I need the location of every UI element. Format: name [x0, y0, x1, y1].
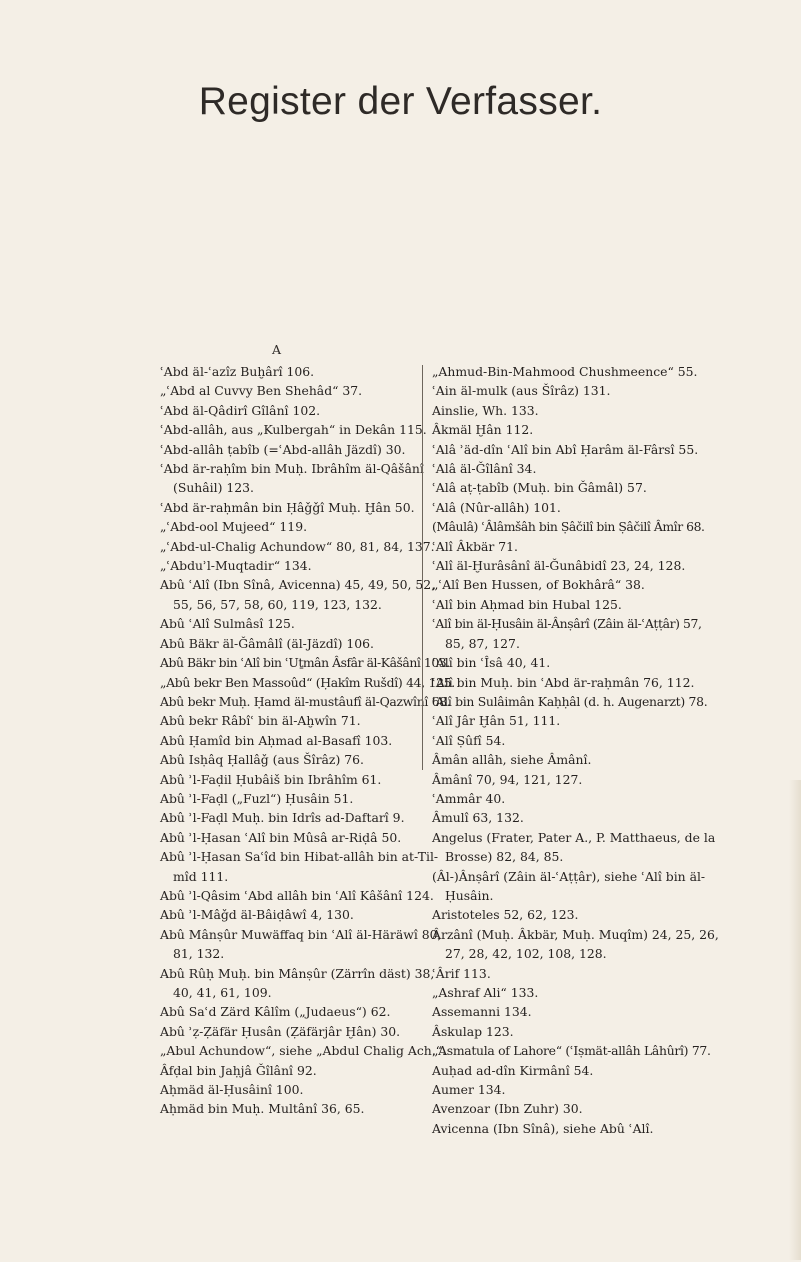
index-entry: Abû bekr Râbîʿ bin äl-Aḫwîn 71.: [160, 713, 361, 729]
index-entry: Abû ʾl-Faḍl („Fuzl“) Ḥusâin 51.: [160, 790, 354, 806]
section-letter: A: [272, 342, 282, 357]
index-entry: ʿAbd äl-ʿazîz Buḫârî 106.: [160, 364, 315, 379]
index-entry-continuation: Ḥusâin.: [445, 887, 494, 903]
index-entry: ʿAlâ ʾäd-dîn ʿAlî bin Abî Ḥarâm äl-Fârsî 55.: [432, 441, 699, 457]
index-entry: „Abul Achundow“, siehe „Abdul Chalig Ach.“.: [160, 1043, 446, 1059]
index-entry: „Ahmud-Bin-Mahmood Chushmeence“ 55.: [432, 364, 698, 379]
index-entry: Avenzoar (Ibn Zuhr) 30.: [432, 1101, 583, 1117]
index-entry: ʿAlî Jâr Ḫân 51, 111.: [432, 713, 561, 729]
index-entry: Auḥad ad-dîn Kirmânî 54.: [432, 1062, 594, 1078]
index-entry-continuation: Brosse) 82, 84, 85.: [445, 849, 564, 865]
index-entry: Ainslie, Wh. 133.: [432, 402, 539, 418]
index-entry: Abû Bäkr äl-Ǧâmâlî (äl-Jäzdî) 106.: [160, 635, 374, 651]
index-entry: ʿAlî bin Muḥ. bin ʿAbd är-raḥmân 76, 112.: [432, 674, 695, 690]
index-entry: ʿAlî bin Sulâimân Kaḥḥâl (d. h. Augenarzt) 78.: [432, 693, 708, 709]
index-entry: ʿAbd-allâh, aus „Kulbergah“ in Dekân 115.: [160, 422, 427, 438]
index-entry: Abû ʾl-Faḍl Muḥ. bin Idrîs ad-Daftarî 9.: [160, 810, 405, 826]
page-title: Register der Verfasser.: [198, 80, 603, 123]
index-entry-continuation: 55, 56, 57, 58, 60, 119, 123, 132.: [173, 596, 382, 612]
index-entry: Assemanni 134.: [432, 1004, 532, 1020]
index-entry: ʿAin äl-mulk (aus Šîrâz) 131.: [432, 383, 611, 399]
index-entry: ʿAlî bin ʿÎsâ 40, 41.: [432, 655, 551, 671]
page-edge-shading: [789, 780, 801, 1260]
index-entry: Ârzânî (Muḥ. Âkbär, Muḥ. Muqîm) 24, 25, 26,: [432, 926, 719, 942]
index-entry: Abû Bäkr bin ʿAlî bin ʿUṯmân Âsfâr äl-Kâšânî 103.: [160, 655, 450, 671]
index-entry: Abû Ḥamîd bin Aḥmad al-Basafî 103.: [160, 732, 393, 748]
index-entry: Âfḍal bin Jaḥjâ Ǧîlânî 92.: [160, 1062, 317, 1078]
index-entry: ʿAlî Âkbär 71.: [432, 538, 518, 554]
index-entry: Abû ʾl-Ḥasan Saʿîd bin Hibat-allâh bin at-Til-: [160, 849, 439, 865]
index-entry: ʿAlî äl-Ḫurâsânî äl-Ǧunâbidî 23, 24, 128.: [432, 558, 686, 574]
index-entry: Abû ʿAlî Sulmâsî 125.: [160, 616, 295, 632]
column-divider: [422, 365, 423, 770]
index-entry: ʿAlâ äl-Ǧîlânî 34.: [432, 461, 537, 477]
index-entry: Aristoteles 52, 62, 123.: [432, 907, 579, 923]
index-entry-continuation: (Suhâil) 123.: [173, 480, 254, 496]
index-entry: Âmânî 70, 94, 121, 127.: [432, 771, 583, 787]
index-entry: Âskulap 123.: [432, 1023, 514, 1039]
index-entry: (Âl-)Ânṣârî (Zâin äl-ʿAṭṭâr), siehe ʿAlî bin äl-: [432, 868, 706, 884]
index-entry: „ʿAlî Ben Hussen, of Bokhârâ“ 38.: [432, 577, 645, 593]
index-entry: Angelus (Frater, Pater A., P. Matthaeus, de la: [432, 829, 716, 845]
index-entry: ʿÂrif 113.: [432, 965, 491, 981]
index-entry-continuation: 27, 28, 42, 102, 108, 128.: [445, 946, 607, 962]
index-entry: ʿAlî Ṣûfî 54.: [432, 732, 506, 748]
index-entry: Aḥmäd äl-Ḥusâinî 100.: [160, 1082, 304, 1098]
index-entry: ʿAbd äl-Qâdirî Gîlânî 102.: [160, 402, 321, 418]
index-entry: „ʿAbd-ool Mujeed“ 119.: [160, 519, 308, 535]
left-column: [160, 362, 455, 1119]
index-entry-continuation: 85, 87, 127.: [445, 635, 520, 651]
index-entry-continuation: 81, 132.: [173, 946, 225, 962]
index-entry: (Mâulâ) ʿÂlâmšâh bin Ṣâčilî bin Ṣâčilî Âmîr 68.: [432, 519, 705, 535]
index-entry: Abû ʾl-Qâsim ʿAbd allâh bin ʿAlî Kâšânî 124.: [160, 887, 434, 903]
index-entry: Abû ʾl-Mâǧd äl-Bâiḍâwî 4, 130.: [160, 907, 354, 923]
index-entry: Abû ʾẓ-Ẓäfär Ḥusân (Ẓäfärjâr Ḫân) 30.: [160, 1023, 401, 1039]
index-entry: ʿAlâ aṭ-ṭabîb (Muḥ. bin Ǧâmâl) 57.: [432, 480, 647, 496]
index-entry-continuation: 40, 41, 61, 109.: [173, 985, 272, 1000]
index-entry: Âmân allâh, siehe Âmânî.: [432, 752, 592, 768]
index-entry: „Abû bekr Ben Massoûd“ (Ḥakîm Rušdî) 44, 125.: [160, 674, 455, 690]
index-entry: Abû ʾl-Ḥasan ʿAlî bin Mûsâ ar-Riḍâ 50.: [160, 829, 402, 845]
index-entry: Abû bekr Muḥ. Ḥamd äl-mustâufî äl-Qazwînî 68.: [160, 693, 451, 709]
index-entry: Abû Mânṣûr Muwäffaq bin ʿAlî äl-Häräwî 80,: [160, 926, 442, 942]
index-entry-continuation: mîd 111.: [173, 868, 229, 884]
index-entry: ʿAlî bin äl-Ḥusâin äl-Ânṣârî (Zâin äl-ʿAṭṭâr) 57,: [432, 616, 702, 632]
index-entry: Âkmäl Ḫân 112.: [432, 422, 534, 438]
index-entry: ʿAbd är-raḥmân bin Ḥâǧǧî Muḥ. Ḫân 50.: [160, 499, 415, 515]
index-entry: „ʿAbduʾl-Muqtadir“ 134.: [160, 558, 312, 574]
index-entry: „ʿAbd-ul-Chalig Achundow“ 80, 81, 84, 137.: [160, 538, 435, 554]
index-entry: ʿAlî bin Aḥmad bin Hubal 125.: [432, 596, 622, 612]
index-entry: Abû ʾl-Faḍil Ḥubâiš bin Ibrâhîm 61.: [160, 771, 382, 787]
index-entry: Abû Isḥâq Ḥallâǧ (aus Šîrâz) 76.: [160, 752, 364, 768]
index-entry: Aumer 134.: [432, 1082, 506, 1098]
index-entry: Abû Saʿd Zärd Kâlîm („Judaeus“) 62.: [160, 1004, 391, 1020]
index-entry: Aḥmäd bin Muḥ. Multânî 36, 65.: [160, 1101, 365, 1117]
index-entry: Abû Rûḥ Muḥ. bin Mânṣûr (Zärrîn däst) 38,: [160, 965, 435, 981]
index-entry: ʿAmmâr 40.: [432, 790, 506, 806]
index-entry: Avicenna (Ibn Sînâ), siehe Abû ʿAlî.: [432, 1120, 654, 1136]
index-entry: ʿAbd-allâh ṭabîb (=ʿAbd-allâh Jäzdî) 30.: [160, 441, 406, 457]
index-entry: „Asmatula of Lahore“ (ʿIṣmät-allâh Lâhûrî) 77.: [432, 1043, 711, 1059]
index-entry: Abû ʿAlî (Ibn Sînâ, Avicenna) 45, 49, 50, 52,: [160, 577, 436, 593]
index-entry: Âmulî 63, 132.: [432, 810, 524, 826]
index-entry: ʿAlâ (Nûr-allâh) 101.: [432, 499, 561, 515]
right-column: [432, 362, 719, 1138]
index-entry: „Ashraf Ali“ 133.: [432, 985, 539, 1000]
index-entry: „ʿAbd al Cuvvy Ben Shehâd“ 37.: [160, 383, 363, 399]
index-entry: ʿAbd är-raḥîm bin Muḥ. Ibrâhîm äl-Qâšânî: [160, 461, 424, 477]
